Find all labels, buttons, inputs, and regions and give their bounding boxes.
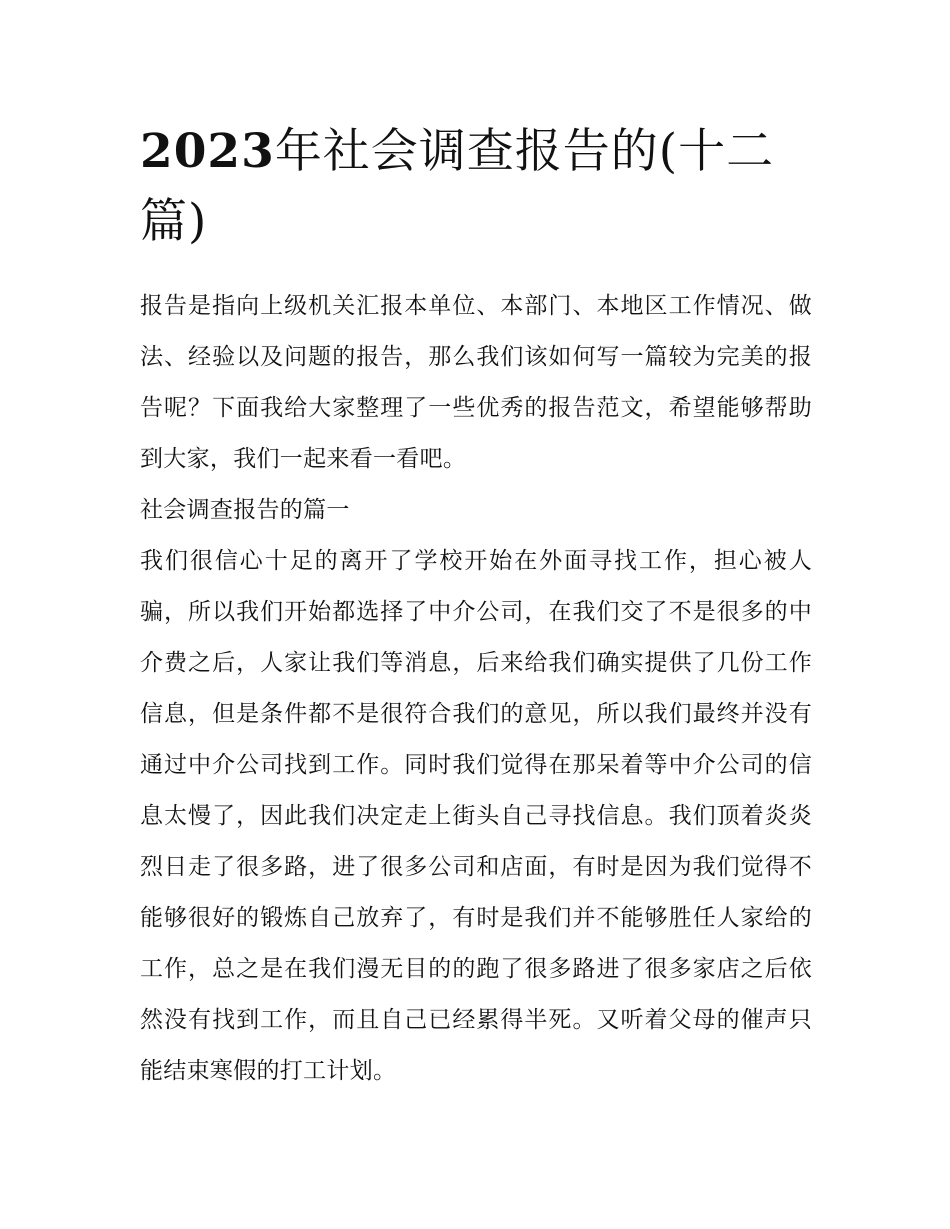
section-heading: 社会调查报告的篇一 — [140, 497, 350, 523]
body-paragraph: 我们很信心十足的离开了学校开始在外面寻找工作，担心被人骗，所以我们开始都选择了中介公司，在我们交了不是很多的中介费之后，人家让我们等消息，后来给我们确实提供了几份工作信息，但是条件都不是很符合我们的意见，所以我们最终并没有通过中介公司找到工作。同时我们觉得在那呆着等中介公司的信息太慢了，因此我们决定走上街头自己寻找信息。我们顶着炎炎烈日走了很多路，进了很多公司和店面，有时是因为我们觉得不能够很好的锻炼自己放弃了，有时是我们并不能够胜任人家给的工作，总之是在我们漫无目的的跑了很多路进了很多家店之后依然没有找到工作，而且自己已经累得半死。又听着父母的催声只能结束寒假的打工计划。 — [140, 548, 812, 1084]
intro-paragraph: 报告是指向上级机关汇报本单位、本部门、本地区工作情况、做法、经验以及问题的报告，那么我们该如何写一篇较为完美的报告呢？下面我给大家整理了一些优秀的报告范文，希望能够帮助到大家，我们一起来看一看吧。 — [140, 293, 812, 472]
title-year: 2023 — [140, 124, 275, 179]
document-title — [140, 117, 812, 257]
title-text: 年社会调查报告的(十二篇) — [140, 124, 775, 249]
